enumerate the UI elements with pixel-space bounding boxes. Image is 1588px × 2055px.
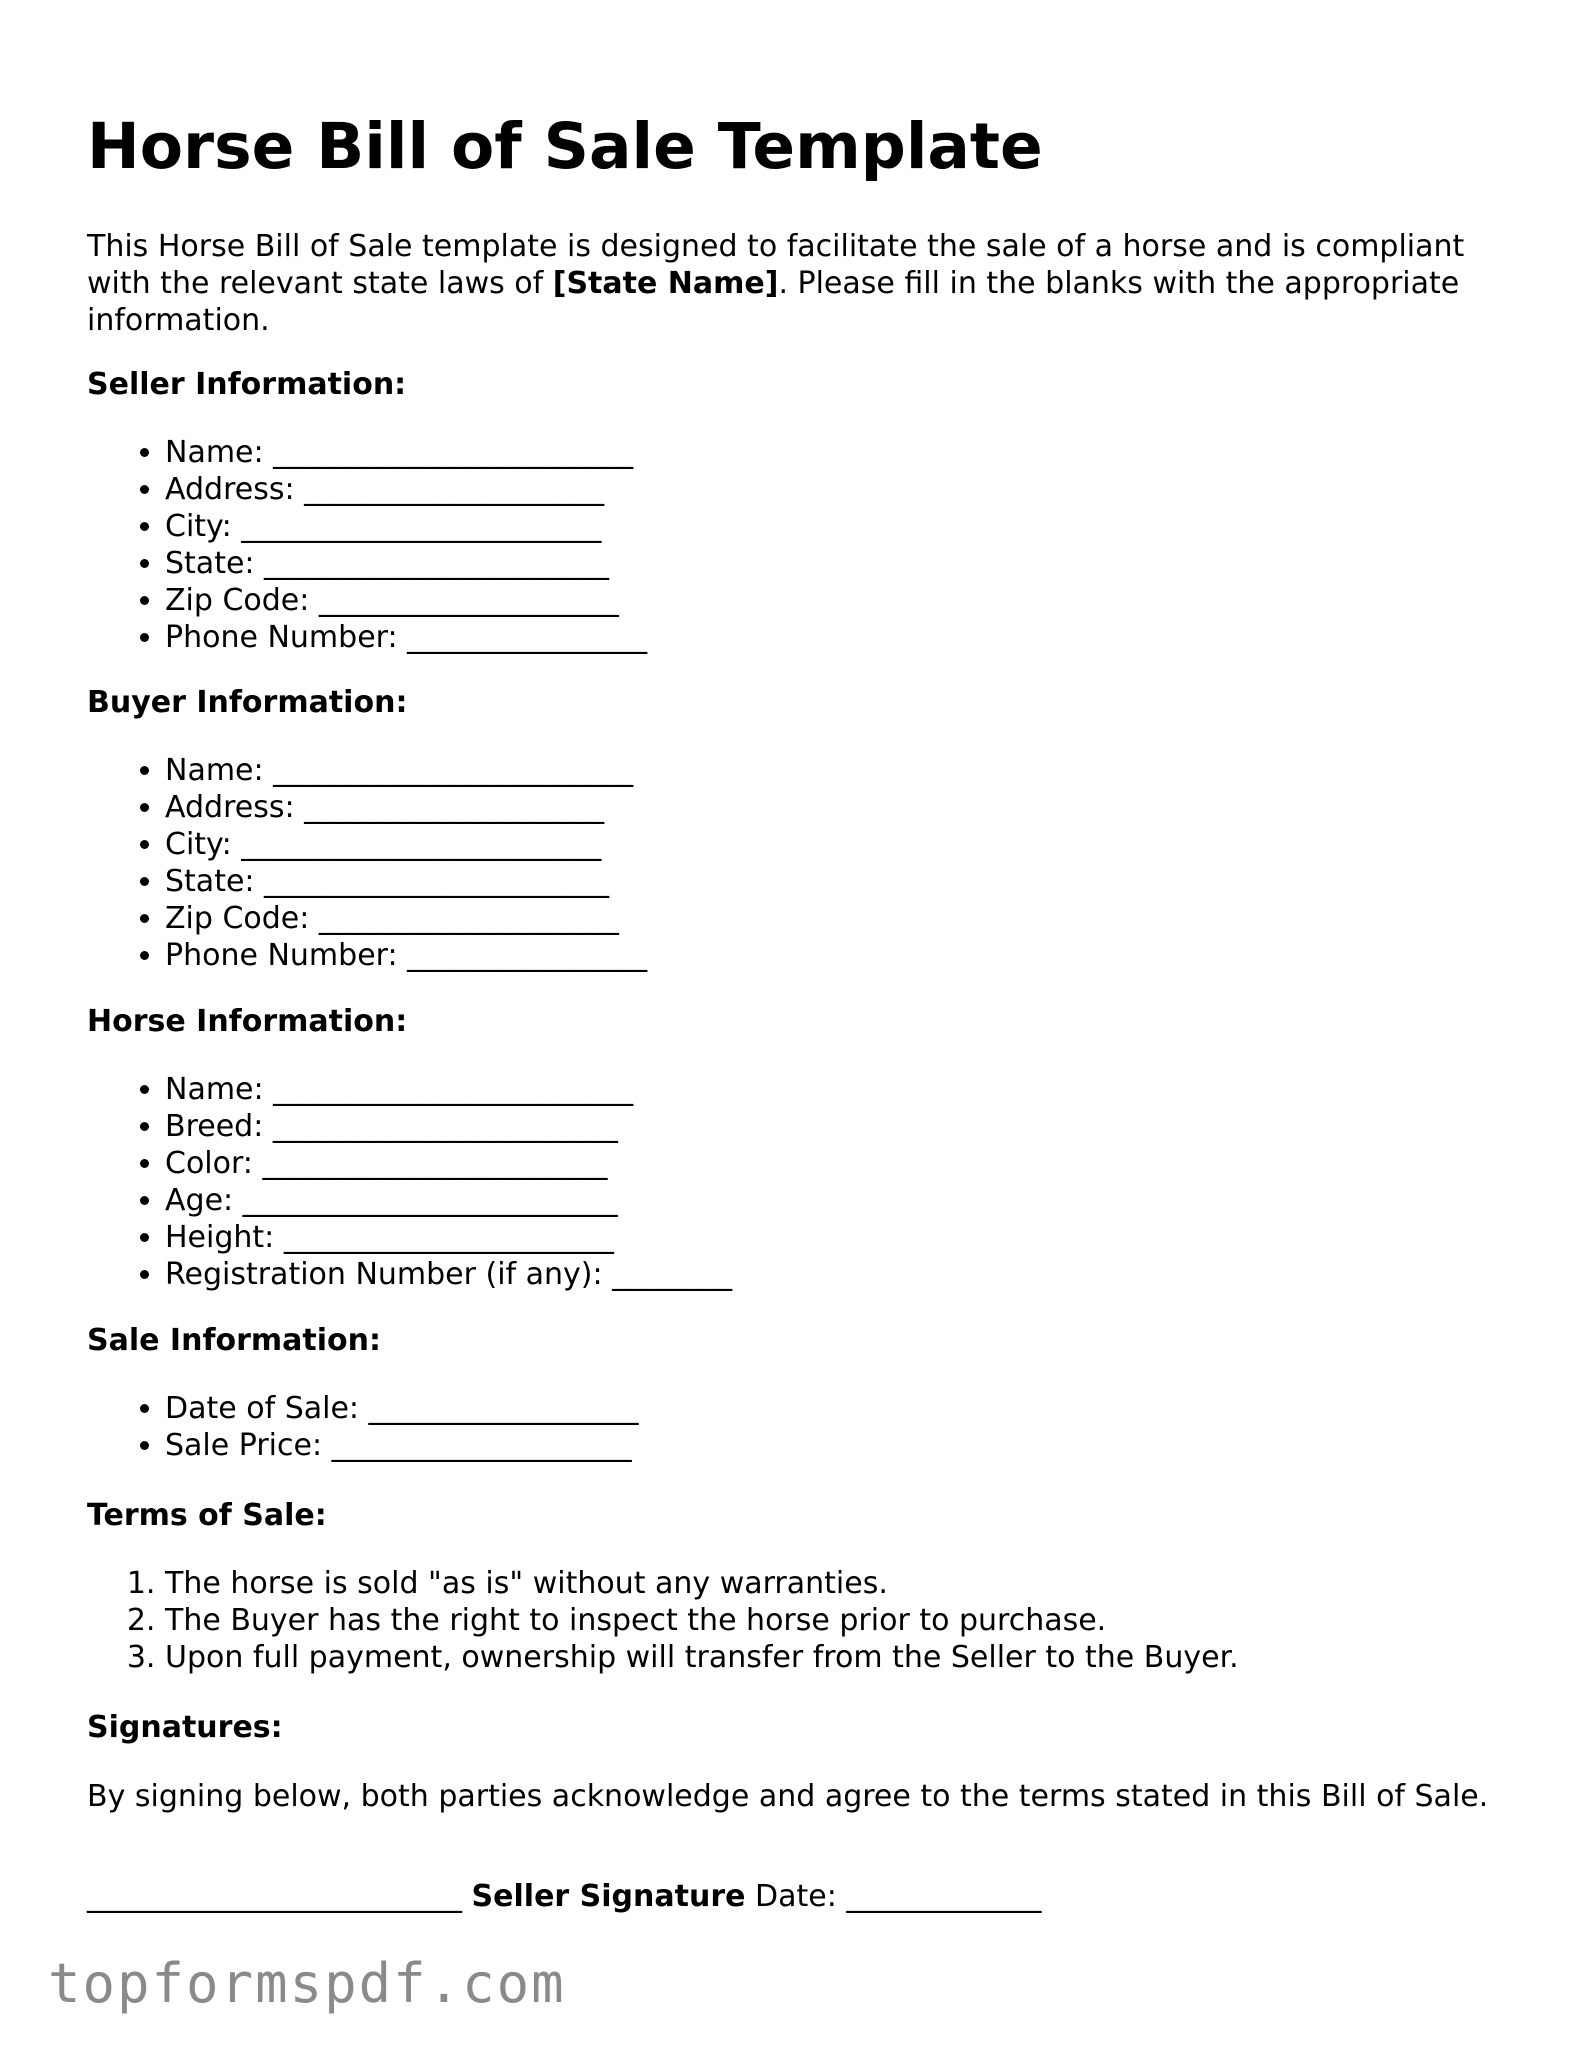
term-item: 3. Upon full payment, ownership will transfer from the Seller to the Buyer. <box>165 1639 1239 1676</box>
seller-information-heading: Seller Information: <box>87 367 407 402</box>
seller-zip-field[interactable]: • Zip Code: ____________________ <box>165 582 647 619</box>
intro-text-start: This Horse Bill of Sale template is designed to facilitate the sale of a horse and is compliant with the relevant state laws of <box>87 229 1465 301</box>
seller-state-field[interactable]: • State: _______________________ <box>165 545 647 582</box>
buyer-phone-field[interactable]: • Phone Number: ________________ <box>165 937 647 974</box>
signatures-heading: Signatures: <box>87 1710 283 1745</box>
buyer-state-field[interactable]: • State: _______________________ <box>165 863 647 900</box>
sale-price-field[interactable]: • Sale Price: ____________________ <box>165 1427 639 1464</box>
horse-fields-list <box>87 1071 732 1293</box>
document-title: Horse Bill of Sale Template <box>87 110 1043 183</box>
seller-signature-blank[interactable]: _________________________ <box>87 1879 472 1914</box>
horse-age-field[interactable]: • Age: _________________________ <box>165 1182 732 1219</box>
sale-information-heading: Sale Information: <box>87 1323 381 1358</box>
horse-height-field[interactable]: • Height: ______________________ <box>165 1219 732 1256</box>
intro-text-end: . Please fill in the blanks with the appropriate information. <box>87 266 1460 338</box>
horse-information-heading: Horse Information: <box>87 1004 408 1039</box>
watermark-text: topformspdf.com <box>48 1952 566 2015</box>
terms-of-sale-heading: Terms of Sale: <box>87 1498 327 1533</box>
buyer-city-field[interactable]: • City: ________________________ <box>165 826 647 863</box>
buyer-name-field[interactable]: • Name: ________________________ <box>165 752 647 789</box>
seller-fields-list <box>87 434 647 656</box>
sale-fields-list <box>87 1390 639 1464</box>
intro-paragraph <box>87 228 1507 339</box>
horse-color-field[interactable]: • Color: _______________________ <box>165 1145 732 1182</box>
seller-signature-row <box>87 1878 1041 1915</box>
seller-signature-label: Seller Signature <box>471 1879 746 1914</box>
term-item: 2. The Buyer has the right to inspect the horse prior to purchase. <box>165 1602 1239 1639</box>
horse-name-field[interactable]: • Name: ________________________ <box>165 1071 732 1108</box>
buyer-fields-list <box>87 752 647 974</box>
seller-city-field[interactable]: • City: ________________________ <box>165 508 647 545</box>
buyer-zip-field[interactable]: • Zip Code: ____________________ <box>165 900 647 937</box>
date-of-sale-field[interactable]: • Date of Sale: __________________ <box>165 1390 639 1427</box>
state-name-placeholder: [State Name] <box>552 266 779 301</box>
buyer-address-field[interactable]: • Address: ____________________ <box>165 789 647 826</box>
buyer-information-heading: Buyer Information: <box>87 685 408 720</box>
horse-registration-number-field[interactable]: • Registration Number (if any): ________ <box>165 1256 732 1293</box>
seller-name-field[interactable]: • Name: ________________________ <box>165 434 647 471</box>
horse-breed-field[interactable]: • Breed: _______________________ <box>165 1108 732 1145</box>
seller-signature-date-field[interactable]: Date: _____________ <box>745 1879 1042 1914</box>
seller-phone-field[interactable]: • Phone Number: ________________ <box>165 619 647 656</box>
terms-list <box>87 1565 1239 1676</box>
signatures-acknowledgement: By signing below, both parties acknowledge and agree to the terms stated in this Bill of Sale. <box>87 1779 1489 1814</box>
term-item: 1. The horse is sold "as is" without any warranties. <box>165 1565 1239 1602</box>
seller-address-field[interactable]: • Address: ____________________ <box>165 471 647 508</box>
